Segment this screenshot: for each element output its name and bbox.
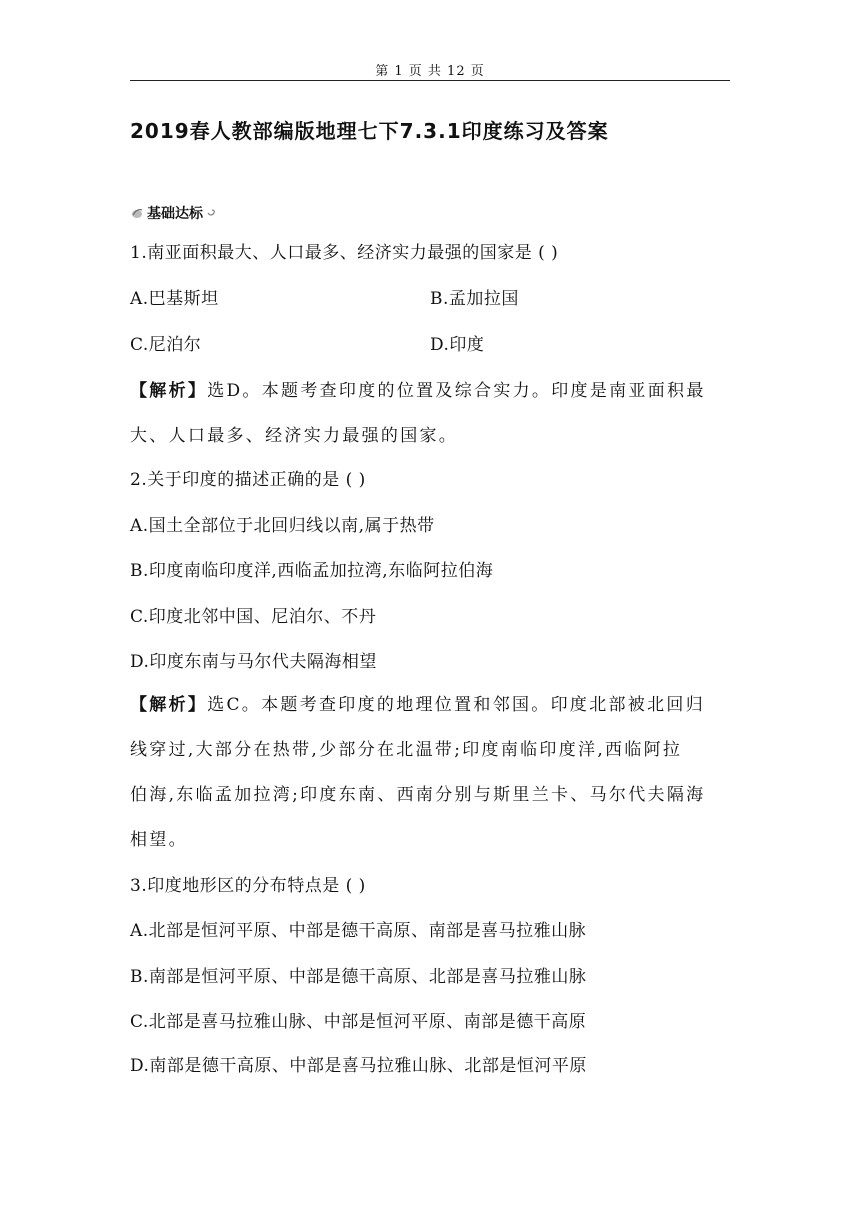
question-3-option-b: B.南部是恒河平原、中部是德干高原、北部是喜马拉雅山脉 (130, 967, 587, 987)
question-1-option-a: A.巴基斯坦 (130, 289, 219, 309)
swirl-icon (206, 205, 216, 221)
section-label: 基础达标 (147, 206, 203, 222)
question-2-option-b: B.印度南临印度洋,西临孟加拉湾,东临阿拉伯海 (130, 561, 494, 581)
document-title: 2019春人教部编版地理七下7.3.1印度练习及答案 (130, 119, 609, 143)
question-2-stem: 2.关于印度的描述正确的是 ( ) (130, 470, 366, 490)
question-2-analysis-line-1 (130, 690, 740, 715)
question-1-analysis-line-1 (130, 376, 740, 401)
question-2-option-c: C.印度北邻中国、尼泊尔、不丹 (130, 607, 377, 627)
analysis-text: 选D。本题考查印度的位置及综合实力。印度是南亚面积最 (207, 381, 706, 401)
question-2-analysis-line-4: 相望。 (130, 830, 188, 850)
question-2-analysis-line-2: 线穿过,大部分在热带,少部分在北温带;印度南临印度洋,西临阿拉 (130, 740, 683, 760)
question-1-option-d: D.印度 (430, 335, 485, 355)
leaf-icon (130, 206, 144, 220)
question-3-option-d: D.南部是德干高原、中部是喜马拉雅山脉、北部是恒河平原 (130, 1056, 587, 1076)
question-1-analysis-line-2: 大、人口最多、经济实力最强的国家。 (130, 426, 459, 446)
question-3-option-c: C.北部是喜马拉雅山脉、中部是恒河平原、南部是德干高原 (130, 1012, 587, 1032)
analysis-text: 选C。本题考查印度的地理位置和邻国。印度北部被北回归 (207, 695, 706, 715)
question-2-option-a: A.国土全部位于北回归线以南,属于热带 (130, 516, 435, 536)
section-badge (130, 202, 216, 224)
question-2-option-d: D.印度东南与马尔代夫隔海相望 (130, 652, 377, 672)
page-header: 第 1 页 共 12 页 (375, 64, 485, 79)
question-1-stem: 1.南亚面积最大、人口最多、经济实力最强的国家是 ( ) (130, 243, 559, 263)
header-divider (130, 80, 730, 81)
analysis-tag: 【解析】 (130, 695, 208, 715)
question-2-analysis-line-3: 伯海,东临孟加拉湾;印度东南、西南分别与斯里兰卡、马尔代夫隔海 (130, 785, 706, 805)
analysis-tag: 【解析】 (130, 381, 208, 401)
question-3-stem: 3.印度地形区的分布特点是 ( ) (130, 876, 366, 896)
question-3-option-a: A.北部是恒河平原、中部是德干高原、南部是喜马拉雅山脉 (130, 921, 587, 941)
question-1-option-b: B.孟加拉国 (430, 289, 519, 309)
question-1-option-c: C.尼泊尔 (130, 335, 202, 355)
